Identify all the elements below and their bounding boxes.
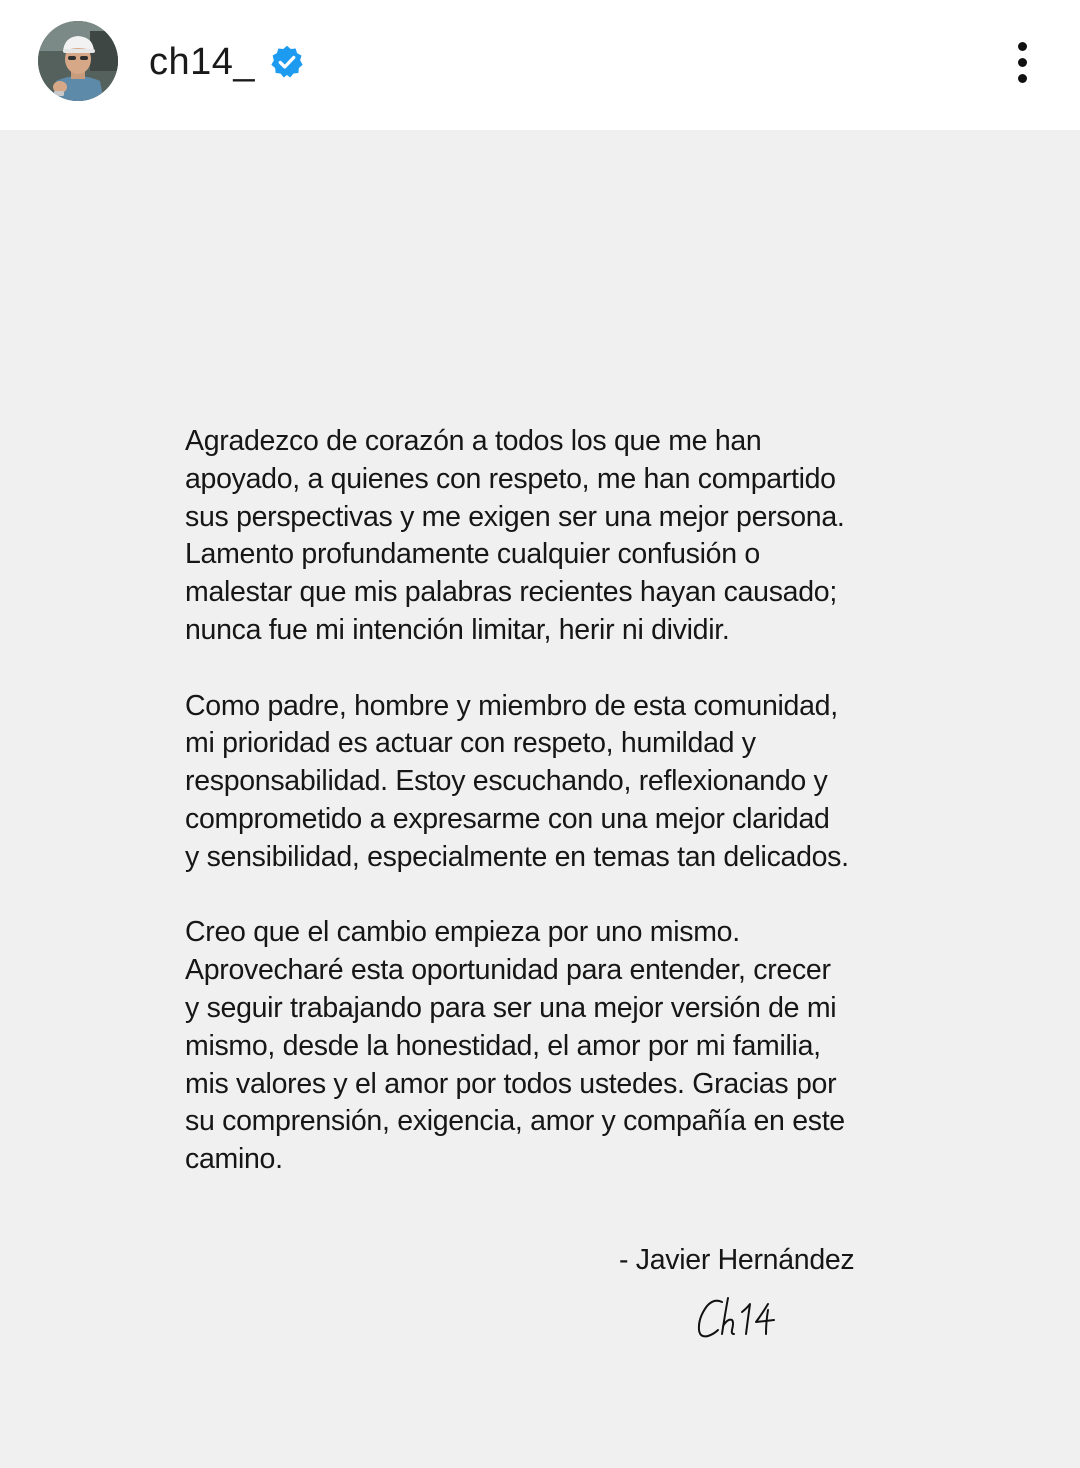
statement-paragraph-3: Creo que el cambio empieza por uno mismo. Aprovecharé esta oportunidad para entender, crecer y seguir trabajando para ser una mejor versión de mi mismo, desde la honestidad, el amor por mi familia, mis valores y el amor por todos ustedes. Gracias por su comprensión, exigencia, amor y compañía en este camino.: [185, 916, 845, 1176]
statement-paragraph-2: Como padre, hombre y miembro de esta comunidad, mi prioridad es actuar con respeto, humildad y responsabilidad. Estoy escuchando, reflexionando y comprometido a expresarme con una mejor claridad y sensibilidad, especialmente en temas tan delicados.: [185, 689, 849, 873]
more-vertical-icon: [1018, 42, 1027, 51]
more-options-button[interactable]: [1002, 36, 1042, 88]
post-header: [0, 0, 1080, 130]
post-image[interactable]: [0, 130, 1080, 1468]
statement-text: [185, 423, 915, 1217]
handwritten-signature: [692, 1290, 792, 1350]
signature-name: - Javier Hernández: [619, 1244, 855, 1276]
verified-badge-icon: [269, 44, 305, 80]
profile-photo: [38, 21, 118, 101]
username-row[interactable]: [149, 36, 305, 88]
statement-paragraph-1: Agradezco de corazón a todos los que me han apoyado, a quienes con respeto, me han compartido sus perspectivas y me exigen ser una mejor persona. Lamento profundamente cualquier confusión o malestar que mis palabras recientes hayan causado; nunca fue mi intención limitar, herir ni dividir.: [185, 425, 845, 646]
more-vertical-icon-dot: [1018, 58, 1027, 67]
username[interactable]: ch14_: [149, 40, 256, 83]
more-vertical-icon-dot: [1018, 74, 1027, 83]
avatar[interactable]: [38, 21, 118, 101]
